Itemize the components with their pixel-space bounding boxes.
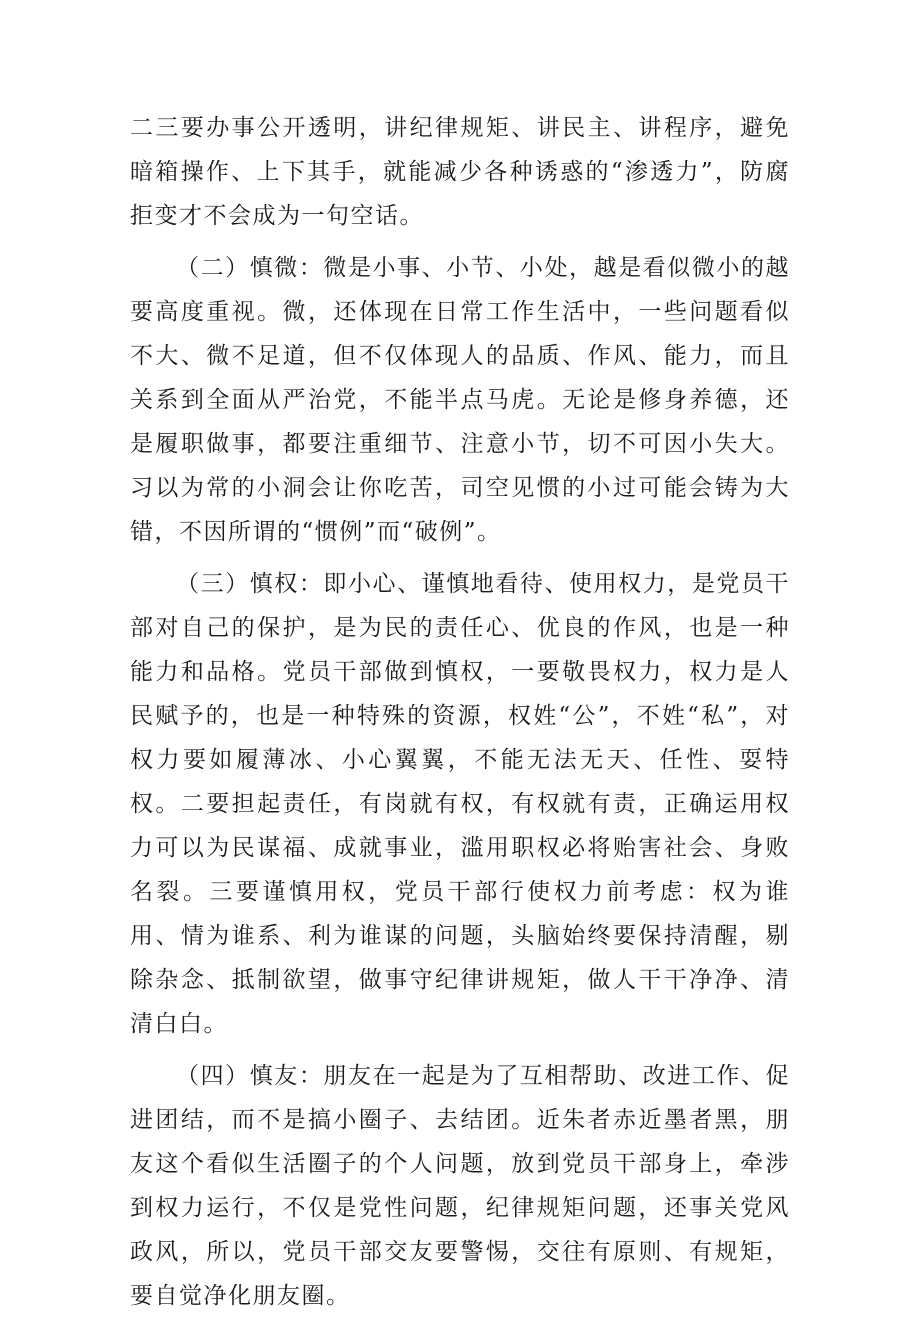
paragraph-shen-quan: （三）慎权：即小心、谨慎地看待、使用权力，是党员干部对自己的保护，是为民的责任心、优良的作风，也是一种能力和品格。党员干部做到慎权，一要敬畏权力，权力是人民赋予的，也是一种特殊的资源，权姓“公”，不姓“私”，对权力要如履薄冰、小心翼翼，不能无法无天、任性、耍特权。二要担起责任，有岗就有权，有权就有责，正确运用权力可以为民谋福、成就事业，滥用职权必将贻害社会、身败名裂。三要谨慎用权，党员干部行使权力前考虑：权为谁用、情为谁系、利为谁谋的问题，头脑始终要保持清醒，剔除杂念、抵制欲望，做事守纪律讲规矩，做人干干净净、清清白白。	[130, 571, 790, 1037]
paragraph-shen-wei: （二）慎微：微是小事、小节、小处，越是看似微小的越要高度重视。微，还体现在日常工作生活中，一些问题看似不大、微不足道，但不仅体现人的品质、作风、能力，而且关系到全面从严治党，不能半点马虎。无论是修身养德，还是履职做事，都要注重细节、注意小节，切不可因小失大。习以为常的小洞会让你吃苦，司空见惯的小过可能会铸为大错，不因所谓的“惯例”而“破例”。	[130, 255, 790, 545]
paragraph-shen-you: （四）慎友：朋友在一起是为了互相帮助、改进工作、促进团结，而不是搞小圈子、去结团。近朱者赤近墨者黑，朋友这个看似生活圈子的个人问题，放到党员干部身上，牵涉到权力运行，不仅是党性问题，纪律规矩问题，还事关党风政风，所以，党员干部交友要警惕，交往有原则、有规矩，要自觉净化朋友圈。	[130, 1063, 790, 1309]
paragraph-continuation: 二三要办事公开透明，讲纪律规矩、讲民主、讲程序，避免暗箱操作、上下其手，就能减少各种诱惑的“渗透力”，防腐拒变才不会成为一句空话。	[130, 115, 790, 229]
document-body	[130, 106, 790, 1326]
